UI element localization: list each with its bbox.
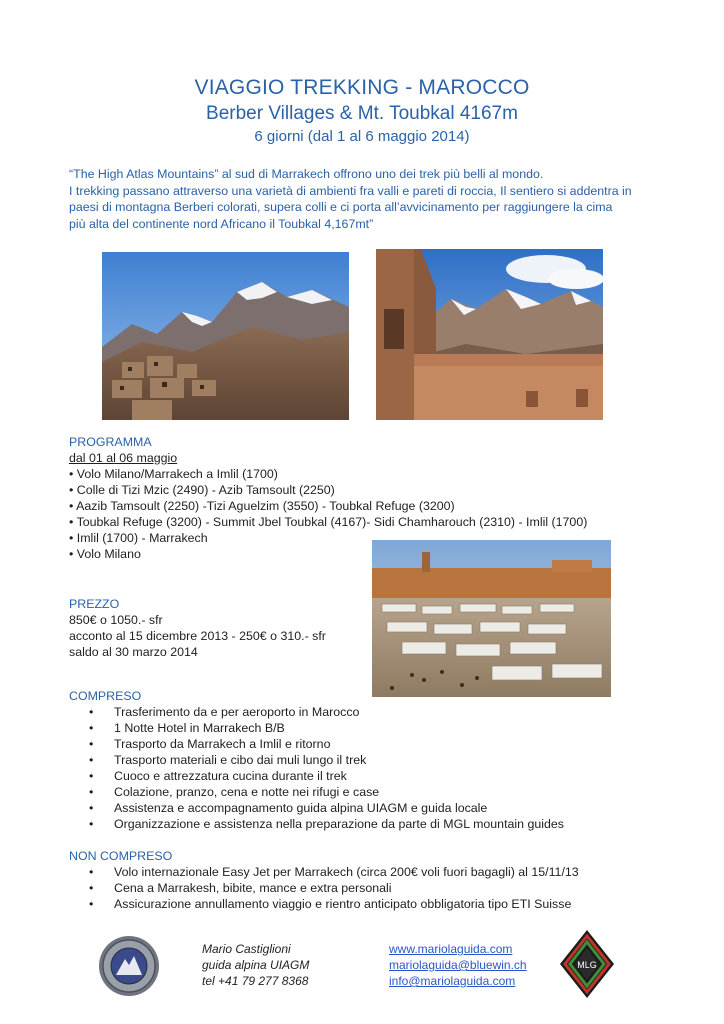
bullet: • xyxy=(89,801,94,815)
list-item-text: Assistenza e accompagnamento guida alpina UIAGM e guida locale xyxy=(114,801,488,815)
list-item xyxy=(69,864,579,880)
non-compreso-section xyxy=(69,848,579,912)
terrace-mountain-photo xyxy=(376,249,603,420)
list-item-text: Cuoco e attrezzatura cucina durante il trek xyxy=(114,769,347,783)
list-item xyxy=(69,800,564,816)
programma-heading: PROGRAMMA xyxy=(69,435,152,449)
bullet: • xyxy=(89,897,94,911)
compreso-list xyxy=(69,704,564,832)
page-title: VIAGGIO TREKKING - MAROCCO xyxy=(194,76,530,99)
prezzo-line: acconto al 15 dicembre 2013 - 250€ o 310.- sfr xyxy=(69,629,326,643)
bullet: • xyxy=(89,705,94,719)
prezzo-section xyxy=(69,596,326,660)
list-item xyxy=(69,720,564,736)
signature-block xyxy=(202,941,309,989)
programma-item-text: Colle di Tizi Mzic (2490) - Azib Tamsoult (2250) xyxy=(76,483,335,497)
programma-item-text: Aazib Tamsoult (2250) -Tizi Aguelzim (3550) - Toubkal Refuge (3200) xyxy=(76,499,455,513)
programma-item xyxy=(69,546,587,562)
bullet: • xyxy=(89,769,94,783)
intro-line: I trekking passano attraverso una varietà di ambienti fra valli e pareti di roccia, Il sentiero si addentra in xyxy=(69,183,632,198)
list-item-text: Volo internazionale Easy Jet per Marrakech (circa 200€ voli fuori bagagli) al 15/11/13 xyxy=(114,865,579,879)
prezzo-line: 850€ o 1050.- sfr xyxy=(69,613,163,627)
list-item-text: Trasporto materiali e cibo dai muli lungo il trek xyxy=(114,753,367,767)
list-item-text: Colazione, pranzo, cena e notte nei rifugi e case xyxy=(114,785,380,799)
uiagm-badge-logo xyxy=(98,935,160,997)
email-link[interactable]: info@mariolaguida.com xyxy=(389,974,516,988)
programma-item-text: Volo Milano xyxy=(76,547,141,561)
intro-line: paesi di montagna Berberi colorati, supera colli e ci porta all’avvicinamento per raggiungere la cima xyxy=(69,200,613,215)
list-item xyxy=(69,768,564,784)
list-item xyxy=(69,896,579,912)
intro-line: “The High Atlas Mountains” al sud di Marrakech offrono uno dei trek più belli al mondo. xyxy=(69,167,544,181)
bullet: • xyxy=(69,515,74,529)
bullet: • xyxy=(69,547,74,561)
programma-dates: dal 01 al 06 maggio xyxy=(69,451,178,465)
list-item xyxy=(69,736,564,752)
marrakech-market-photo xyxy=(372,540,611,697)
bullet: • xyxy=(69,531,74,545)
bullet: • xyxy=(69,483,74,497)
intro-line: più alta del continente nord Africano il Toubkal 4,167mt” xyxy=(69,216,374,231)
bullet: • xyxy=(89,753,94,767)
berber-village-photo xyxy=(102,252,349,420)
bullet: • xyxy=(89,785,94,799)
bullet: • xyxy=(89,737,94,751)
bullet: • xyxy=(69,499,74,513)
compreso-heading: COMPRESO xyxy=(69,689,142,703)
prezzo-line: saldo al 30 marzo 2014 xyxy=(69,645,198,659)
list-item xyxy=(69,784,564,800)
intro-quote xyxy=(69,166,669,232)
website-link[interactable]: www.mariolaguida.com xyxy=(389,942,513,956)
programma-item xyxy=(69,466,587,482)
bullet: • xyxy=(69,467,74,481)
prezzo-heading: PREZZO xyxy=(69,597,120,611)
mlg-logo-text: MLG xyxy=(577,960,597,970)
non-compreso-heading: NON COMPRESO xyxy=(69,849,173,863)
list-item-text: Organizzazione e assistenza nella preparazione da parte di MGL mountain guides xyxy=(114,817,565,831)
programma-item-text: Volo Milano/Marrakech a Imlil (1700) xyxy=(76,467,278,481)
list-item-text: 1 Notte Hotel in Marrakech B/B xyxy=(114,721,285,735)
bullet: • xyxy=(89,865,94,879)
list-item xyxy=(69,880,579,896)
programma-item-text: Imlil (1700) - Marrakech xyxy=(76,531,208,545)
programma-item xyxy=(69,514,587,530)
list-item-text: Cena a Marrakesh, bibite, mance e extra personali xyxy=(114,881,392,895)
list-item-text: Trasferimento da e per aeroporto in Marocco xyxy=(114,705,360,719)
list-item-text: Trasporto da Marrakech a Imlil e ritorno xyxy=(114,737,331,751)
guide-phone: tel +41 79 277 8368 xyxy=(202,974,309,988)
programma-item xyxy=(69,482,587,498)
list-item xyxy=(69,816,564,832)
list-item-text: Assicurazione annullamento viaggio e rientro anticipato obbligatoria tipo ETI Suisse xyxy=(114,897,572,911)
guide-name: Mario Castiglioni xyxy=(202,942,291,956)
programma-item-text: Toubkal Refuge (3200) - Summit Jbel Toubkal (4167)- Sidi Chamharouch (2310) - Imlil (1700) xyxy=(76,515,588,529)
programma-item xyxy=(69,530,587,546)
guide-role: guida alpina UIAGM xyxy=(202,958,310,972)
mlg-logo xyxy=(558,928,616,1000)
programma-item xyxy=(69,498,587,514)
compreso-section xyxy=(69,688,564,832)
bullet: • xyxy=(89,881,94,895)
list-item xyxy=(69,752,564,768)
email-link[interactable]: mariolaguida@bluewin.ch xyxy=(389,958,527,972)
contact-links xyxy=(389,941,527,989)
list-item xyxy=(69,704,564,720)
programma-section xyxy=(69,434,587,562)
page-subtitle: Berber Villages & Mt. Toubkal 4167m xyxy=(206,103,518,124)
trip-dates: 6 giorni (dal 1 al 6 maggio 2014) xyxy=(254,128,470,145)
bullet: • xyxy=(89,721,94,735)
non-compreso-list xyxy=(69,864,579,912)
bullet: • xyxy=(89,817,94,831)
